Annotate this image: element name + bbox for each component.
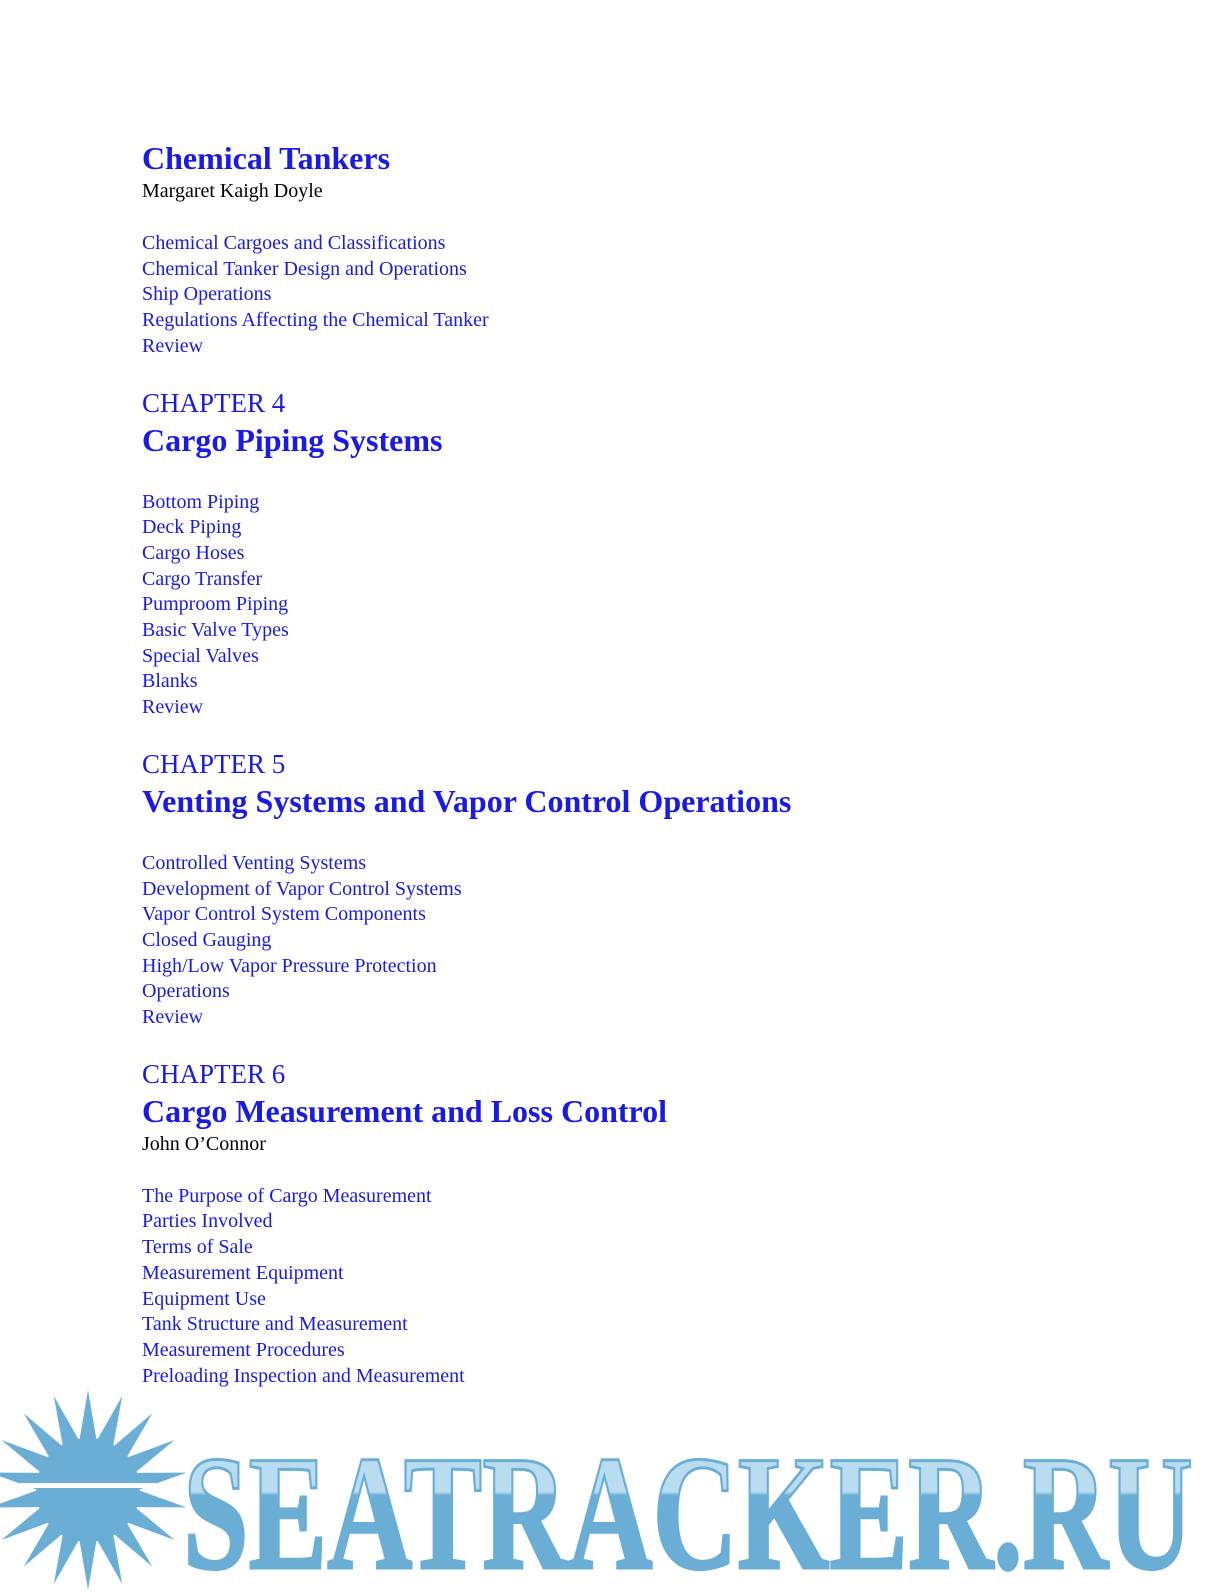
toc-item[interactable]: Blanks [142,670,198,693]
toc-item[interactable]: Bottom Piping [142,490,260,513]
chapter-label[interactable]: CHAPTER 5 [142,748,286,779]
toc-item[interactable]: Development of Vapor Control Systems [142,877,462,900]
sun-icon [0,1390,187,1590]
chapter-label[interactable]: CHAPTER 4 [142,387,286,418]
chapter-6-section [142,1057,1142,1390]
toc-item[interactable]: Review [142,1006,204,1029]
book-title[interactable]: Chemical Tankers [142,140,391,176]
toc-item[interactable]: Terms of Sale [142,1236,253,1259]
toc-item[interactable]: Chemical Tanker Design and Operations [142,257,467,280]
book-toc-list [142,231,1142,360]
toc-item[interactable]: Special Valves [142,644,259,667]
toc-item[interactable]: Deck Piping [142,516,242,539]
chapter-toc-list [142,851,1142,1031]
chapter-title[interactable]: Venting Systems and Vapor Control Operations [142,782,792,819]
toc-item[interactable]: Measurement Equipment [142,1261,344,1284]
book-author: Margaret Kaigh Doyle [142,180,323,202]
watermark-graphic [0,1385,1232,1595]
chapter-title[interactable]: Cargo Measurement and Loss Control [142,1092,668,1129]
toc-item[interactable]: Basic Valve Types [142,619,289,642]
toc-item[interactable]: Regulations Affecting the Chemical Tanker [142,309,489,332]
chapter-5-section [142,747,1142,1031]
chapter-toc-list [142,1184,1142,1390]
chapter-title[interactable]: Cargo Piping Systems [142,421,443,458]
watermark-banner [0,1385,1232,1595]
toc-item[interactable]: Review [142,696,204,719]
toc-item[interactable]: Parties Involved [142,1210,273,1233]
toc-item[interactable]: Preloading Inspection and Measurement [142,1364,465,1387]
toc-item[interactable]: Equipment Use [142,1287,266,1310]
watermark-text: SEATRACKER.RU [183,1423,1193,1595]
toc-item[interactable]: Operations [142,980,230,1003]
toc-item[interactable]: Cargo Transfer [142,567,263,590]
chapter-label[interactable]: CHAPTER 6 [142,1058,286,1089]
toc-content [142,138,1142,1389]
toc-item[interactable]: Measurement Procedures [142,1338,345,1361]
chapter-4-section [142,386,1142,721]
chapter-toc-list [142,490,1142,721]
toc-item[interactable]: Closed Gauging [142,928,272,951]
toc-item[interactable]: Tank Structure and Measurement [142,1313,408,1336]
toc-item[interactable]: Controlled Venting Systems [142,851,367,874]
toc-item[interactable]: Ship Operations [142,283,272,306]
toc-item[interactable]: Pumproom Piping [142,593,289,616]
toc-item[interactable]: Review [142,334,204,357]
toc-item[interactable]: Cargo Hoses [142,541,245,564]
toc-item[interactable]: Chemical Cargoes and Classifications [142,232,446,254]
toc-item[interactable]: High/Low Vapor Pressure Protection [142,954,437,977]
toc-item[interactable]: Vapor Control System Components [142,903,426,926]
toc-item[interactable]: The Purpose of Cargo Measurement [142,1184,432,1207]
book-section [142,138,1142,360]
chapter-author: John O’Connor [142,1132,266,1155]
